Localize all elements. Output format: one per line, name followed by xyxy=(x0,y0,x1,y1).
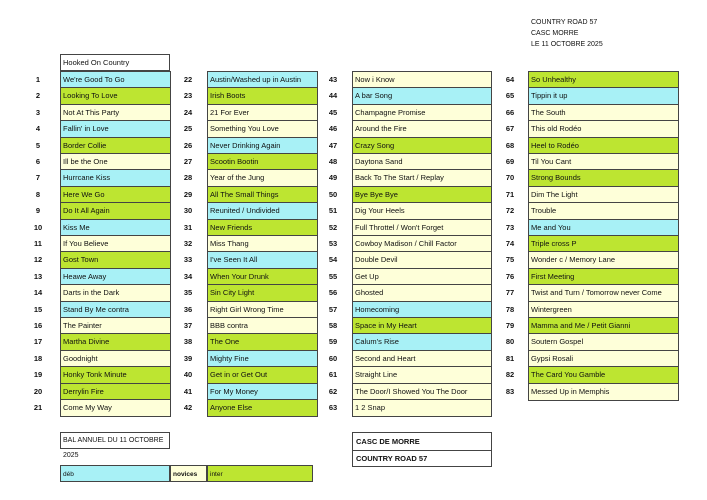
dance-title-cell: Heel to Rodéo xyxy=(528,137,679,155)
legend-inter: inter xyxy=(207,465,313,482)
row-number: 16 xyxy=(33,321,43,330)
row-number: 22 xyxy=(183,75,193,84)
dance-title-cell: Hurrcane Kiss xyxy=(60,169,171,187)
dance-title-cell: New Friends xyxy=(207,219,318,237)
row-number: 53 xyxy=(328,239,338,248)
row-number: 76 xyxy=(505,271,515,281)
row-number: 55 xyxy=(328,271,338,281)
row-number: 63 xyxy=(328,403,338,412)
dance-title-cell: All The Small Things xyxy=(207,186,318,204)
row-number: 19 xyxy=(33,370,43,380)
dance-title-cell: Bye Bye Bye xyxy=(352,186,492,204)
row-number: 44 xyxy=(328,91,338,101)
dance-title-cell: Around the Fire xyxy=(352,120,492,138)
dance-title-cell: Space in My Heart xyxy=(352,317,492,335)
list-title: Hooked On Country xyxy=(60,54,170,71)
row-number: 59 xyxy=(328,337,338,347)
row-number: 39 xyxy=(183,353,193,363)
bal-label-box: BAL ANNUEL DU 11 OCTOBRE 2025 xyxy=(60,432,170,449)
row-number: 28 xyxy=(183,173,193,183)
dance-title-cell: Goodnight xyxy=(60,350,171,368)
row-number: 26 xyxy=(183,140,193,150)
row-number: 24 xyxy=(183,107,193,117)
dance-title-cell: Fallin' in Love xyxy=(60,120,171,138)
row-number: 49 xyxy=(328,173,338,183)
row-number: 45 xyxy=(328,107,338,117)
dance-title-cell: Do It All Again xyxy=(60,202,171,220)
dance-title-cell: The One xyxy=(207,333,318,351)
dance-title-cell: Get Up xyxy=(352,268,492,286)
organizer-club: COUNTRY ROAD 57 xyxy=(356,454,428,463)
row-number: 73 xyxy=(505,222,515,232)
dance-title-cell: Anyone Else xyxy=(207,399,318,417)
dance-title-cell: The South xyxy=(528,104,679,122)
dance-title-cell: So Unhealthy xyxy=(528,71,679,89)
row-number: 61 xyxy=(328,370,338,380)
dance-title-cell: Strong Bounds xyxy=(528,169,679,187)
dance-title-cell: BBB contra xyxy=(207,317,318,335)
dance-title-cell: Crazy Song xyxy=(352,137,492,155)
row-number: 5 xyxy=(35,140,41,150)
row-number: 25 xyxy=(183,124,193,134)
legend-novices: novices xyxy=(170,465,207,482)
row-number: 43 xyxy=(328,75,338,84)
dance-title-cell: This old Rodéo xyxy=(528,120,679,138)
row-number: 69 xyxy=(505,157,515,166)
dance-title-cell: We're Good To Go xyxy=(60,71,171,89)
dance-title-cell: 1 2 Snap xyxy=(352,399,492,417)
dance-title-cell: The Door/I Showed You The Door xyxy=(352,383,492,401)
dance-title-cell: Cowboy Madison / Chill Factor xyxy=(352,235,492,253)
row-number: 74 xyxy=(505,239,515,248)
dance-title-cell: Darts in the Dark xyxy=(60,284,171,302)
row-number: 1 xyxy=(35,75,41,84)
row-number: 62 xyxy=(328,386,338,396)
dance-title-cell: Stand By Me contra xyxy=(60,301,171,319)
dance-title-cell: Second and Heart xyxy=(352,350,492,368)
dance-title-cell: Mighty Fine xyxy=(207,350,318,368)
row-number: 23 xyxy=(183,91,193,101)
dance-title-cell: Gost Town xyxy=(60,251,171,269)
dance-title-cell: Kiss Me xyxy=(60,219,171,237)
row-number: 2 xyxy=(35,91,41,101)
row-number: 17 xyxy=(33,337,43,347)
dance-title-cell: First Meeting xyxy=(528,268,679,286)
row-number: 66 xyxy=(505,107,515,117)
row-number: 13 xyxy=(33,271,43,281)
dance-title-cell: Twist and Turn / Tomorrow never Come xyxy=(528,284,679,302)
dance-title-cell: Daytona Sand xyxy=(352,153,492,171)
dance-title-cell: The Painter xyxy=(60,317,171,335)
dance-title-cell: Homecoming xyxy=(352,301,492,319)
header-line-1: COUNTRY ROAD 57 xyxy=(531,19,598,26)
dance-title-cell: Heawe Away xyxy=(60,268,171,286)
dance-title-cell: Champagne Promise xyxy=(352,104,492,122)
row-number: 60 xyxy=(328,353,338,363)
row-number: 70 xyxy=(505,173,515,183)
row-number: 31 xyxy=(183,222,193,232)
row-number: 11 xyxy=(34,239,42,248)
dance-title-cell: Full Throttel / Won't Forget xyxy=(352,219,492,237)
row-number: 8 xyxy=(35,189,41,199)
row-number: 37 xyxy=(183,321,193,330)
row-number: 52 xyxy=(328,222,338,232)
row-number: 18 xyxy=(33,353,43,363)
row-number: 67 xyxy=(505,124,515,134)
row-number: 3 xyxy=(35,107,41,117)
dance-title-cell: Reunited / Undivided xyxy=(207,202,318,220)
row-number: 29 xyxy=(183,189,193,199)
dance-title-cell: Something You Love xyxy=(207,120,318,138)
organizer-name: CASC DE MORRE xyxy=(353,433,491,451)
dance-title-cell: Soutern Gospel xyxy=(528,333,679,351)
row-number: 42 xyxy=(183,403,193,412)
row-number: 34 xyxy=(183,271,193,281)
row-number: 71 xyxy=(505,189,515,199)
row-number: 72 xyxy=(505,206,515,216)
dance-title-cell: Derrylin Fire xyxy=(60,383,171,401)
row-number: 20 xyxy=(33,386,43,396)
dance-title-cell: Come My Way xyxy=(60,399,171,417)
row-number: 15 xyxy=(33,304,43,314)
legend-debutant: déb xyxy=(60,465,170,482)
dance-title-cell: Me and You xyxy=(528,219,679,237)
dance-title-cell: Looking To Love xyxy=(60,87,171,105)
row-number: 54 xyxy=(328,255,338,265)
row-number: 36 xyxy=(183,304,193,314)
row-number: 6 xyxy=(35,157,41,166)
row-number: 64 xyxy=(505,75,515,84)
dance-title-cell: Now i Know xyxy=(352,71,492,89)
dance-title-cell: If You Believe xyxy=(60,235,171,253)
row-number: 83 xyxy=(505,386,515,396)
dance-title-cell: Gypsi Rosali xyxy=(528,350,679,368)
dance-title-cell: Never Drinking Again xyxy=(207,137,318,155)
row-number: 12 xyxy=(33,255,43,265)
dance-title-cell: Calum's Rise xyxy=(352,333,492,351)
dance-title-cell: Martha Divine xyxy=(60,333,171,351)
row-number: 50 xyxy=(328,189,338,199)
dance-title-cell: Right Girl Wrong Time xyxy=(207,301,318,319)
dance-title-cell: Not At This Party xyxy=(60,104,171,122)
row-number: 51 xyxy=(328,206,338,216)
dance-title-cell: 21 For Ever xyxy=(207,104,318,122)
dance-title-cell: Tippin it up xyxy=(528,87,679,105)
dance-title-cell: Wonder c / Memory Lane xyxy=(528,251,679,269)
row-number: 33 xyxy=(183,255,193,265)
row-number: 65 xyxy=(505,91,515,101)
row-number: 56 xyxy=(328,288,338,298)
dance-title-cell: Honky Tonk Minute xyxy=(60,366,171,384)
row-number: 4 xyxy=(35,124,41,134)
row-number: 77 xyxy=(505,288,515,298)
dance-title-cell: Scootin Bootin xyxy=(207,153,318,171)
dance-title-cell: Dig Your Heels xyxy=(352,202,492,220)
row-number: 7 xyxy=(35,173,41,183)
dance-title-cell: Trouble xyxy=(528,202,679,220)
header-block xyxy=(531,17,603,50)
dance-title-cell: The Card You Gamble xyxy=(528,366,679,384)
row-number: 21 xyxy=(33,403,43,412)
row-number: 27 xyxy=(183,157,193,166)
dance-title-cell: Triple cross P xyxy=(528,235,679,253)
row-number: 82 xyxy=(505,370,515,380)
dance-title-cell: For My Money xyxy=(207,383,318,401)
row-number: 35 xyxy=(183,288,193,298)
row-number: 14 xyxy=(33,288,43,298)
dance-title-cell: Ghosted xyxy=(352,284,492,302)
dance-title-cell: Ill be the One xyxy=(60,153,171,171)
row-number: 9 xyxy=(35,206,41,216)
row-number: 48 xyxy=(328,157,338,166)
dance-title-cell: Get in or Get Out xyxy=(207,366,318,384)
row-number: 68 xyxy=(505,140,515,150)
row-number: 46 xyxy=(328,124,338,134)
dance-title-cell: Messed Up in Memphis xyxy=(528,383,679,401)
row-number: 30 xyxy=(183,206,193,216)
dance-title-cell: Dim The Light xyxy=(528,186,679,204)
row-number: 40 xyxy=(183,370,193,380)
row-number: 58 xyxy=(328,321,338,330)
dance-title-cell: A bar Song xyxy=(352,87,492,105)
dance-title-cell: Til You Cant xyxy=(528,153,679,171)
dance-title-cell: Austin/Washed up in Austin xyxy=(207,71,318,89)
header-line-2: CASC MORRE xyxy=(531,30,579,37)
dance-title-cell: When Your Drunk xyxy=(207,268,318,286)
row-number: 78 xyxy=(505,304,515,314)
organizer-box xyxy=(352,432,492,467)
row-number: 57 xyxy=(328,304,338,314)
row-number: 47 xyxy=(328,140,338,150)
dance-title-cell: Back To The Start / Replay xyxy=(352,169,492,187)
row-number: 79 xyxy=(505,321,515,330)
dance-title-cell: Irish Boots xyxy=(207,87,318,105)
dance-title-cell: Sin City Light xyxy=(207,284,318,302)
row-number: 75 xyxy=(505,255,515,265)
row-number: 80 xyxy=(505,337,515,347)
dance-title-cell: Border Collie xyxy=(60,137,171,155)
row-number: 81 xyxy=(505,353,515,363)
row-number: 10 xyxy=(33,222,43,232)
row-number: 38 xyxy=(183,337,193,347)
row-number: 32 xyxy=(183,239,193,248)
dance-title-cell: Wintergreen xyxy=(528,301,679,319)
header-line-3: LE 11 OCTOBRE 2025 xyxy=(531,41,603,48)
dance-title-cell: Mamma and Me / Petit Gianni xyxy=(528,317,679,335)
dance-title-cell: Double Devil xyxy=(352,251,492,269)
row-number: 41 xyxy=(183,386,193,396)
dance-title-cell: Straight Line xyxy=(352,366,492,384)
dance-title-cell: Here We Go xyxy=(60,186,171,204)
dance-title-cell: Miss Thang xyxy=(207,235,318,253)
dance-title-cell: I've Seen It All xyxy=(207,251,318,269)
dance-title-cell: Year of the Jung xyxy=(207,169,318,187)
